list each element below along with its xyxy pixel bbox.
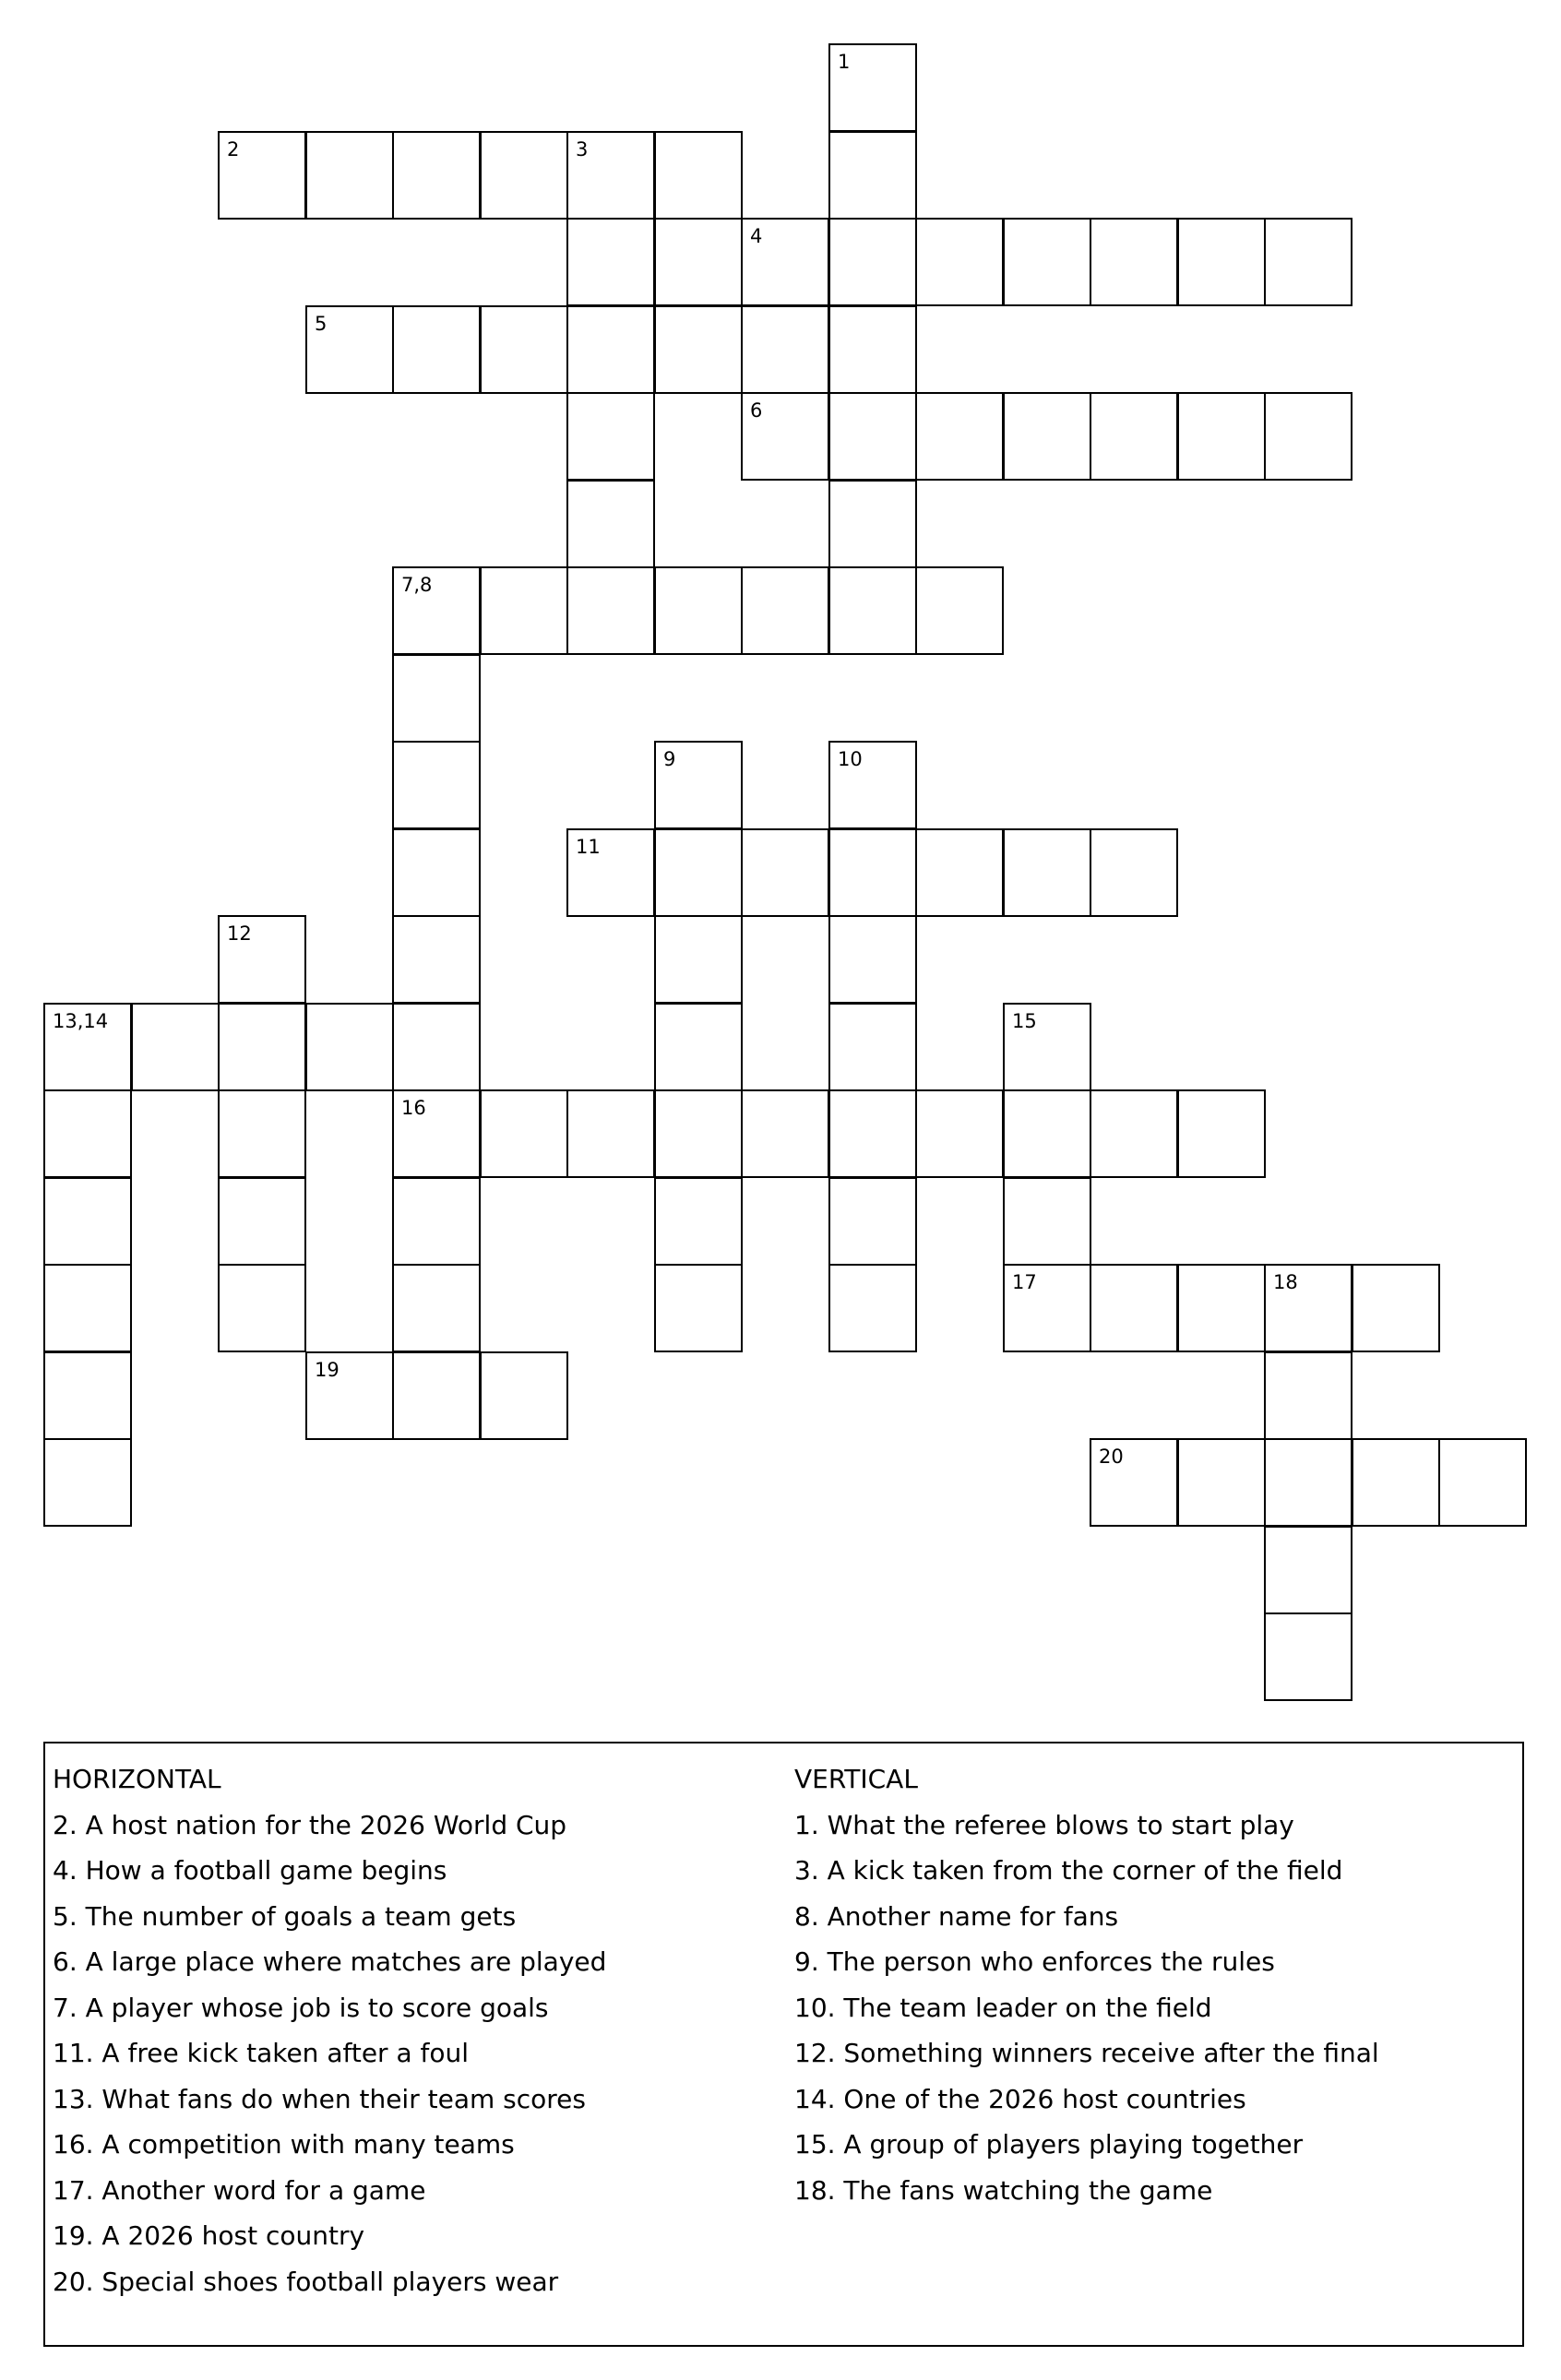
grid-cell[interactable] — [654, 828, 743, 917]
grid-cell[interactable] — [915, 828, 1004, 917]
grid-cell[interactable] — [218, 915, 306, 1004]
grid-cell[interactable] — [218, 1089, 306, 1178]
grid-cell[interactable] — [566, 218, 655, 306]
grid-cell[interactable] — [828, 131, 917, 220]
down-clue: 8. Another name for fans — [794, 1900, 1119, 1932]
down-clue: 9. The person who enforces the rules — [794, 1946, 1275, 1977]
across-clue: 19. A 2026 host country — [53, 2220, 365, 2251]
grid-cell[interactable] — [566, 1089, 655, 1178]
clue-number: 2 — [227, 138, 240, 161]
down-clue: 15. A group of players playing together — [794, 2129, 1304, 2160]
grid-cell[interactable] — [1352, 1438, 1440, 1527]
across-clue: 4. How a football game begins — [53, 1855, 447, 1886]
grid-cell[interactable] — [1177, 392, 1266, 481]
grid-cell[interactable] — [1177, 1438, 1266, 1527]
clues-box — [43, 1742, 1524, 2347]
clue-number: 1 — [838, 51, 851, 73]
clue-number: 19 — [315, 1359, 340, 1381]
grid-cell[interactable] — [392, 1003, 481, 1091]
clue-number: 3 — [576, 138, 589, 161]
grid-cell[interactable] — [1090, 1438, 1178, 1527]
grid-cell[interactable] — [654, 1177, 743, 1266]
grid-cell[interactable] — [305, 305, 394, 394]
grid-cell[interactable] — [392, 828, 481, 917]
grid-cell[interactable] — [1264, 1264, 1352, 1352]
grid-cell[interactable] — [43, 1438, 132, 1527]
grid-cell[interactable] — [392, 305, 481, 394]
grid-cell[interactable] — [392, 1264, 481, 1352]
grid-cell[interactable] — [480, 1089, 568, 1178]
grid-cell[interactable] — [480, 305, 568, 394]
grid-cell[interactable] — [1264, 1526, 1352, 1614]
grid-cell[interactable] — [392, 1089, 481, 1178]
grid-cell[interactable] — [392, 566, 481, 655]
grid-cell[interactable] — [915, 392, 1004, 481]
down-clue: 12. Something winners receive after the final — [794, 2038, 1379, 2068]
grid-cell[interactable] — [741, 828, 829, 917]
grid-cell[interactable] — [43, 1351, 132, 1440]
grid-cell[interactable] — [1090, 828, 1178, 917]
across-heading: HORIZONTAL — [53, 1764, 221, 1794]
grid-cell[interactable] — [1264, 218, 1352, 306]
grid-cell[interactable] — [392, 654, 481, 743]
grid-cell[interactable] — [566, 828, 655, 917]
grid-cell[interactable] — [566, 131, 655, 220]
grid-cell[interactable] — [1438, 1438, 1527, 1527]
grid-cell[interactable] — [480, 1351, 568, 1440]
down-clue: 18. The fans watching the game — [794, 2174, 1213, 2206]
clue-number: 10 — [838, 748, 863, 770]
grid-cell[interactable] — [480, 566, 568, 655]
grid-cell[interactable] — [828, 1003, 917, 1091]
grid-cell[interactable] — [828, 1089, 917, 1178]
grid-cell[interactable] — [43, 1264, 132, 1352]
grid-cell[interactable] — [1264, 1351, 1352, 1440]
grid-cell[interactable] — [1003, 1177, 1091, 1266]
grid-cell[interactable] — [828, 392, 917, 481]
grid-cell[interactable] — [1003, 218, 1091, 306]
across-clue: 17. Another word for a game — [53, 2174, 426, 2206]
clue-number: 6 — [750, 399, 763, 422]
clue-number: 4 — [750, 225, 763, 247]
grid-cell[interactable] — [305, 1351, 394, 1440]
across-clue: 16. A competition with many teams — [53, 2129, 515, 2160]
grid-cell[interactable] — [1003, 828, 1091, 917]
grid-cell[interactable] — [566, 480, 655, 568]
grid-cell[interactable] — [1264, 1612, 1352, 1701]
grid-cell[interactable] — [1177, 1264, 1266, 1352]
grid-cell[interactable] — [1177, 1089, 1266, 1178]
grid-cell[interactable] — [654, 218, 743, 306]
grid-cell[interactable] — [654, 1003, 743, 1091]
grid-cell[interactable] — [1352, 1264, 1440, 1352]
grid-cell[interactable] — [218, 1264, 306, 1352]
grid-cell[interactable] — [828, 305, 917, 394]
grid-cell[interactable] — [43, 1089, 132, 1178]
grid-cell[interactable] — [566, 392, 655, 481]
across-clue: 7. A player whose job is to score goals — [53, 1992, 549, 2023]
grid-cell[interactable] — [828, 1264, 917, 1352]
across-clue: 20. Special shoes football players wear — [53, 2266, 559, 2297]
grid-cell[interactable] — [741, 392, 829, 481]
grid-cell[interactable] — [828, 566, 917, 655]
grid-cell[interactable] — [654, 566, 743, 655]
grid-cell[interactable] — [1090, 218, 1178, 306]
clue-number: 7,8 — [401, 574, 433, 596]
grid-cell[interactable] — [741, 305, 829, 394]
grid-cell[interactable] — [1090, 1264, 1178, 1352]
grid-cell[interactable] — [218, 131, 306, 220]
across-clue: 2. A host nation for the 2026 World Cup — [53, 1809, 567, 1840]
grid-cell[interactable] — [1264, 392, 1352, 481]
grid-cell[interactable] — [218, 1003, 306, 1091]
down-heading: VERTICAL — [794, 1764, 918, 1794]
clue-number: 13,14 — [53, 1010, 109, 1032]
grid-cell[interactable] — [1003, 1264, 1091, 1352]
grid-cell[interactable] — [741, 1089, 829, 1178]
grid-cell[interactable] — [43, 1003, 132, 1091]
clue-number: 17 — [1012, 1271, 1037, 1293]
grid-cell[interactable] — [305, 131, 394, 220]
grid-cell[interactable] — [828, 1177, 917, 1266]
down-clue: 3. A kick taken from the corner of the field — [794, 1855, 1343, 1886]
down-clues-column — [794, 1756, 1514, 2213]
grid-cell[interactable] — [43, 1177, 132, 1266]
across-clue: 5. The number of goals a team gets — [53, 1900, 517, 1932]
grid-cell[interactable] — [828, 43, 917, 132]
grid-cell[interactable] — [480, 131, 568, 220]
grid-cell[interactable] — [654, 1264, 743, 1352]
grid-cell[interactable] — [218, 1177, 306, 1266]
clue-number: 18 — [1273, 1271, 1298, 1293]
grid-cell[interactable] — [392, 1351, 481, 1440]
grid-cell[interactable] — [1003, 1003, 1091, 1091]
down-clue: 1. What the referee blows to start play — [794, 1809, 1294, 1840]
grid-cell[interactable] — [131, 1003, 220, 1091]
down-clue: 10. The team leader on the field — [794, 1992, 1212, 2023]
clue-number: 9 — [663, 748, 676, 770]
grid-cell[interactable] — [392, 1177, 481, 1266]
grid-cell[interactable] — [392, 131, 481, 220]
grid-cell[interactable] — [566, 305, 655, 394]
clue-number: 12 — [227, 922, 252, 945]
down-clue: 14. One of the 2026 host countries — [794, 2083, 1246, 2114]
grid-cell[interactable] — [1090, 1089, 1178, 1178]
grid-cell[interactable] — [1177, 218, 1266, 306]
across-clue: 13. What fans do when their team scores — [53, 2083, 586, 2114]
grid-cell[interactable] — [828, 915, 917, 1004]
grid-cell[interactable] — [654, 305, 743, 394]
grid-cell[interactable] — [1003, 392, 1091, 481]
across-clues-column — [53, 1756, 772, 2304]
grid-cell[interactable] — [654, 915, 743, 1004]
grid-cell[interactable] — [741, 566, 829, 655]
across-clue: 11. A free kick taken after a foul — [53, 2038, 470, 2068]
grid-cell[interactable] — [915, 1089, 1004, 1178]
clue-number: 20 — [1099, 1446, 1124, 1468]
grid-cell[interactable] — [566, 566, 655, 655]
clue-number: 11 — [576, 836, 601, 858]
grid-cell[interactable] — [392, 741, 481, 829]
grid-cell[interactable] — [1090, 392, 1178, 481]
grid-cell[interactable] — [828, 828, 917, 917]
clue-number: 15 — [1012, 1010, 1037, 1032]
clue-number: 5 — [315, 313, 328, 335]
grid-cell[interactable] — [828, 218, 917, 306]
clue-number: 16 — [401, 1097, 426, 1119]
grid-cell[interactable] — [1264, 1438, 1352, 1527]
grid-cell[interactable] — [828, 741, 917, 829]
grid-cell[interactable] — [915, 566, 1004, 655]
grid-cell[interactable] — [915, 218, 1004, 306]
grid-cell[interactable] — [654, 131, 743, 220]
grid-cell[interactable] — [392, 915, 481, 1004]
across-clue: 6. A large place where matches are played — [53, 1946, 607, 1977]
grid-cell[interactable] — [654, 1089, 743, 1178]
grid-cell[interactable] — [305, 1003, 394, 1091]
grid-cell[interactable] — [1003, 1089, 1091, 1178]
grid-cell[interactable] — [741, 218, 829, 306]
grid-cell[interactable] — [654, 741, 743, 829]
grid-cell[interactable] — [828, 480, 917, 568]
